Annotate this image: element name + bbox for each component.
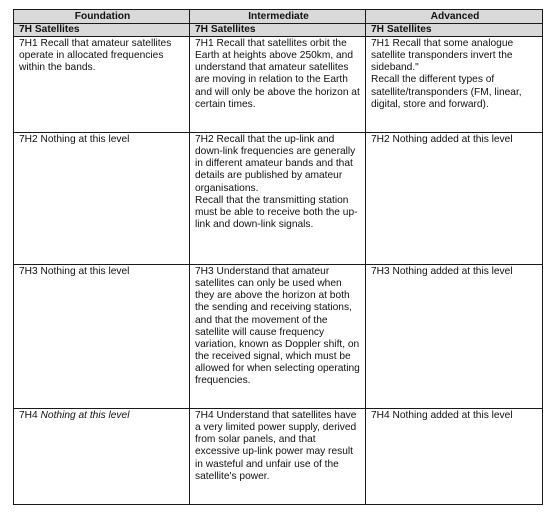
cell-intermediate: [190, 265, 366, 409]
cell-foundation: [14, 37, 190, 133]
subheader-row: [14, 24, 543, 37]
cell-text: 7H1 Recall that some analogue satellite transponders invert the sideband.": [371, 38, 514, 74]
cell-text-2: Recall the different types of satellite/transponders (FM, linear, digital, store and forward).: [371, 74, 522, 110]
cell-intermediate: [190, 37, 366, 133]
table-row: [14, 265, 543, 409]
cell-text: 7H1 Recall that amateur satellites operate in allocated frequencies within the bands.: [19, 38, 172, 74]
cell-text: 7H3 Understand that amateur satellites can only be used when they are above the horizon at both the sending and receiving stations, and that the movement of the satellite will cause frequency variation, known as Doppler shift, on the received signal, which must be allowed for when selecting operating frequencies.: [195, 266, 360, 387]
cell-text: 7H3 Nothing at this level: [19, 266, 130, 278]
cell-advanced: [366, 37, 543, 133]
cell-text: 7H4 Understand that satellites have a very limited power supply, derived from solar panels, and that excessive up-link power may result in wasteful and unfair use of the satellite's power.: [195, 410, 357, 482]
cell-intermediate: [190, 409, 366, 505]
cell-code: 7H4: [19, 410, 38, 422]
cell-text-italic: Nothing at this level: [40, 410, 130, 422]
header-advanced: Advanced: [366, 10, 543, 24]
cell-text: 7H1 Recall that satellites orbit the Earth at heights above 250km, and understand that amateur satellites are moving in relation to the Earth and will only be above the horizon at certain times.: [195, 38, 360, 110]
table-row: [14, 37, 543, 133]
cell-foundation: [14, 133, 190, 265]
cell-advanced: [366, 265, 543, 409]
table-row: [14, 133, 543, 265]
subheader-intermediate: 7H Satellites: [190, 24, 366, 37]
cell-text: 7H2 Nothing at this level: [19, 134, 130, 146]
subheader-foundation: 7H Satellites: [14, 24, 190, 37]
cell-text-2: Recall that the transmitting station must be able to receive both the up-link and down-link signals.: [195, 194, 358, 230]
subheader-advanced: 7H Satellites: [366, 24, 543, 37]
cell-intermediate: [190, 133, 366, 265]
cell-advanced: [366, 409, 543, 505]
cell-foundation: [14, 409, 190, 505]
header-foundation: Foundation: [14, 10, 190, 24]
syllabus-table: [13, 9, 543, 505]
cell-text: 7H4 Nothing added at this level: [371, 410, 513, 422]
table-row: [14, 409, 543, 505]
cell-text: 7H2 Recall that the up-link and down-link frequencies are generally in different amateur bands and that details are published by amateur organisations.: [195, 134, 356, 194]
cell-text: 7H2 Nothing added at this level: [371, 134, 513, 146]
cell-foundation: [14, 265, 190, 409]
cell-advanced: [366, 133, 543, 265]
cell-text: 7H3 Nothing added at this level: [371, 266, 513, 278]
header-intermediate: Intermediate: [190, 10, 366, 24]
syllabus-page: [13, 9, 542, 505]
header-row: [14, 10, 543, 24]
